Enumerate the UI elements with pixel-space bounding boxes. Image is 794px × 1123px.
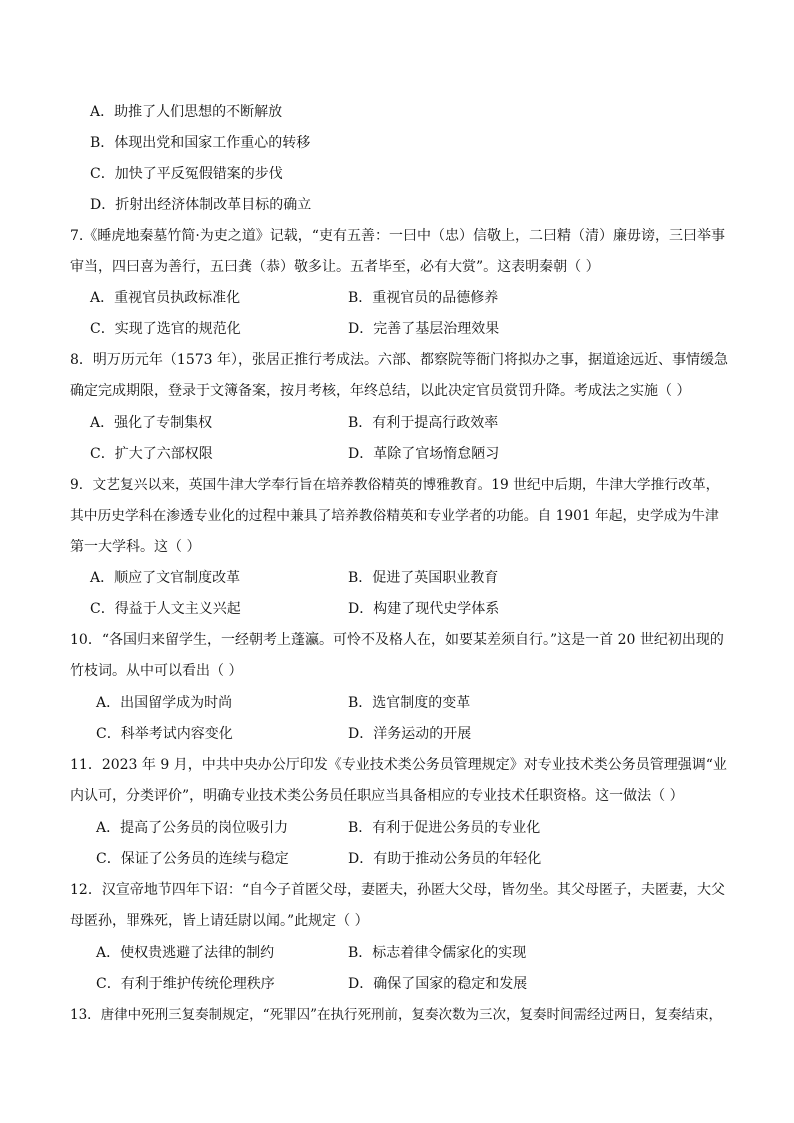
q11-option-a[interactable]: A．提高了公务员的岗位吸引力 [96,820,289,836]
q6-option-d[interactable]: D．折射出经济体制改革目标的确立 [90,197,312,213]
q8-option-d[interactable]: D．革除了官场惰怠陋习 [348,446,500,462]
q12-stem-line-1: 12．汉宣帝地节四年下诏：“自今子首匿父母，妻匿夫，孙匿大父母，皆勿坐。其父母匿子，夫匿妻，大父 [70,882,725,898]
q12-stem-line-2: 母匿孙，罪殊死，皆上请廷尉以闻。”此规定（ ） [70,913,369,929]
q12-option-b[interactable]: B．标志着律令儒家化的实现 [348,945,527,961]
q6-option-a[interactable]: A．助推了人们思想的不断解放 [90,104,283,120]
q8-option-b[interactable]: B．有利于提高行政效率 [348,415,499,431]
q8-stem-line-1: 8．明万历元年（1573 年），张居正推行考成法。六部、都察院等衙门将拟办之事，据道途远近、事情缓急 [70,352,728,368]
q7-option-b[interactable]: B．重视官员的品德修养 [348,290,499,306]
q10-option-d[interactable]: D．洋务运动的开展 [348,726,472,742]
q9-option-d[interactable]: D．构建了现代史学体系 [348,601,500,617]
q9-option-b[interactable]: B．促进了英国职业教育 [348,570,499,586]
q7-stem-line-1: 7.《睡虎地秦墓竹简·为吏之道》记载，“吏有五善：一曰中（忠）信敬上，二曰精（清）廉毋谤，三曰举事 [70,228,725,244]
q8-option-a[interactable]: A．强化了专制集权 [90,415,213,431]
q7-stem-line-2: 审当，四曰喜为善行，五曰龚（恭）敬多让。五者毕至，必有大赏”。这表明秦朝（ ） [70,259,600,275]
q9-option-c[interactable]: C．得益于人文主义兴起 [90,601,241,617]
q12-option-a[interactable]: A．使权贵逃避了法律的制约 [96,945,275,961]
q9-stem-line-3: 第一大学科。这（ ） [70,539,201,555]
q8-option-c[interactable]: C．扩大了六部权限 [90,446,213,462]
q9-stem-line-1: 9．文艺复兴以来，英国牛津大学奉行旨在培养教俗精英的博雅教育。19 世纪中后期，牛津大学推行改革， [70,477,720,493]
q11-option-c[interactable]: C．保证了公务员的连续与稳定 [96,851,289,867]
q11-option-d[interactable]: D．有助于推动公务员的年轻化 [348,851,542,867]
q9-stem-line-2: 其中历史学科在渗透专业化的过程中兼具了培养教俗精英和专业学者的功能。自 1901 年起，史学成为牛津 [70,508,719,524]
q7-option-c[interactable]: C．实现了选官的规范化 [90,321,241,337]
q6-option-b[interactable]: B．体现出党和国家工作重心的转移 [90,135,311,151]
q12-option-c[interactable]: C．有利于维护传统伦理秩序 [96,976,275,992]
q10-stem-line-2: 竹枝词。从中可以看出（ ） [70,663,243,679]
q13-stem-line-1: 13．唐律中死刑三复奏制规定，“死罪囚”在执行死刑前，复奏次数为三次，复奏时间需经过两日，复奏结束， [70,1007,722,1023]
q7-option-d[interactable]: D．完善了基层治理效果 [348,321,500,337]
q11-stem-line-2: 内认可，分类评价”，明确专业技术类公务员任职应当具备相应的专业技术任职资格。这一做法（ ） [70,788,684,804]
q11-stem-line-1: 11．2023 年 9 月，中共中央办公厅印发《专业技术类公务员管理规定》对专业技术类公务员管理强调“业 [70,757,727,773]
q10-option-a[interactable]: A．出国留学成为时尚 [96,695,233,711]
q9-option-a[interactable]: A．顺应了文官制度改革 [90,570,241,586]
q12-option-d[interactable]: D．确保了国家的稳定和发展 [348,976,528,992]
q6-option-c[interactable]: C．加快了平反冤假错案的步伐 [90,166,283,182]
q7-option-a[interactable]: A．重视官员执政标准化 [90,290,241,306]
q10-option-c[interactable]: C．科举考试内容变化 [96,726,233,742]
q10-option-b[interactable]: B．选官制度的变革 [348,695,471,711]
q11-option-b[interactable]: B．有利于促进公务员的专业化 [348,820,541,836]
q8-stem-line-2: 确定完成期限，登录于文簿备案，按月考核，年终总结，以此决定官员赏罚升降。考成法之实施（ ） [70,383,691,399]
q10-stem-line-1: 10．“各国归来留学生，一经朝考上蓬瀛。可怜不及格人在，如要某差须自行。”这是一首 20 世纪初出现的 [70,632,724,648]
